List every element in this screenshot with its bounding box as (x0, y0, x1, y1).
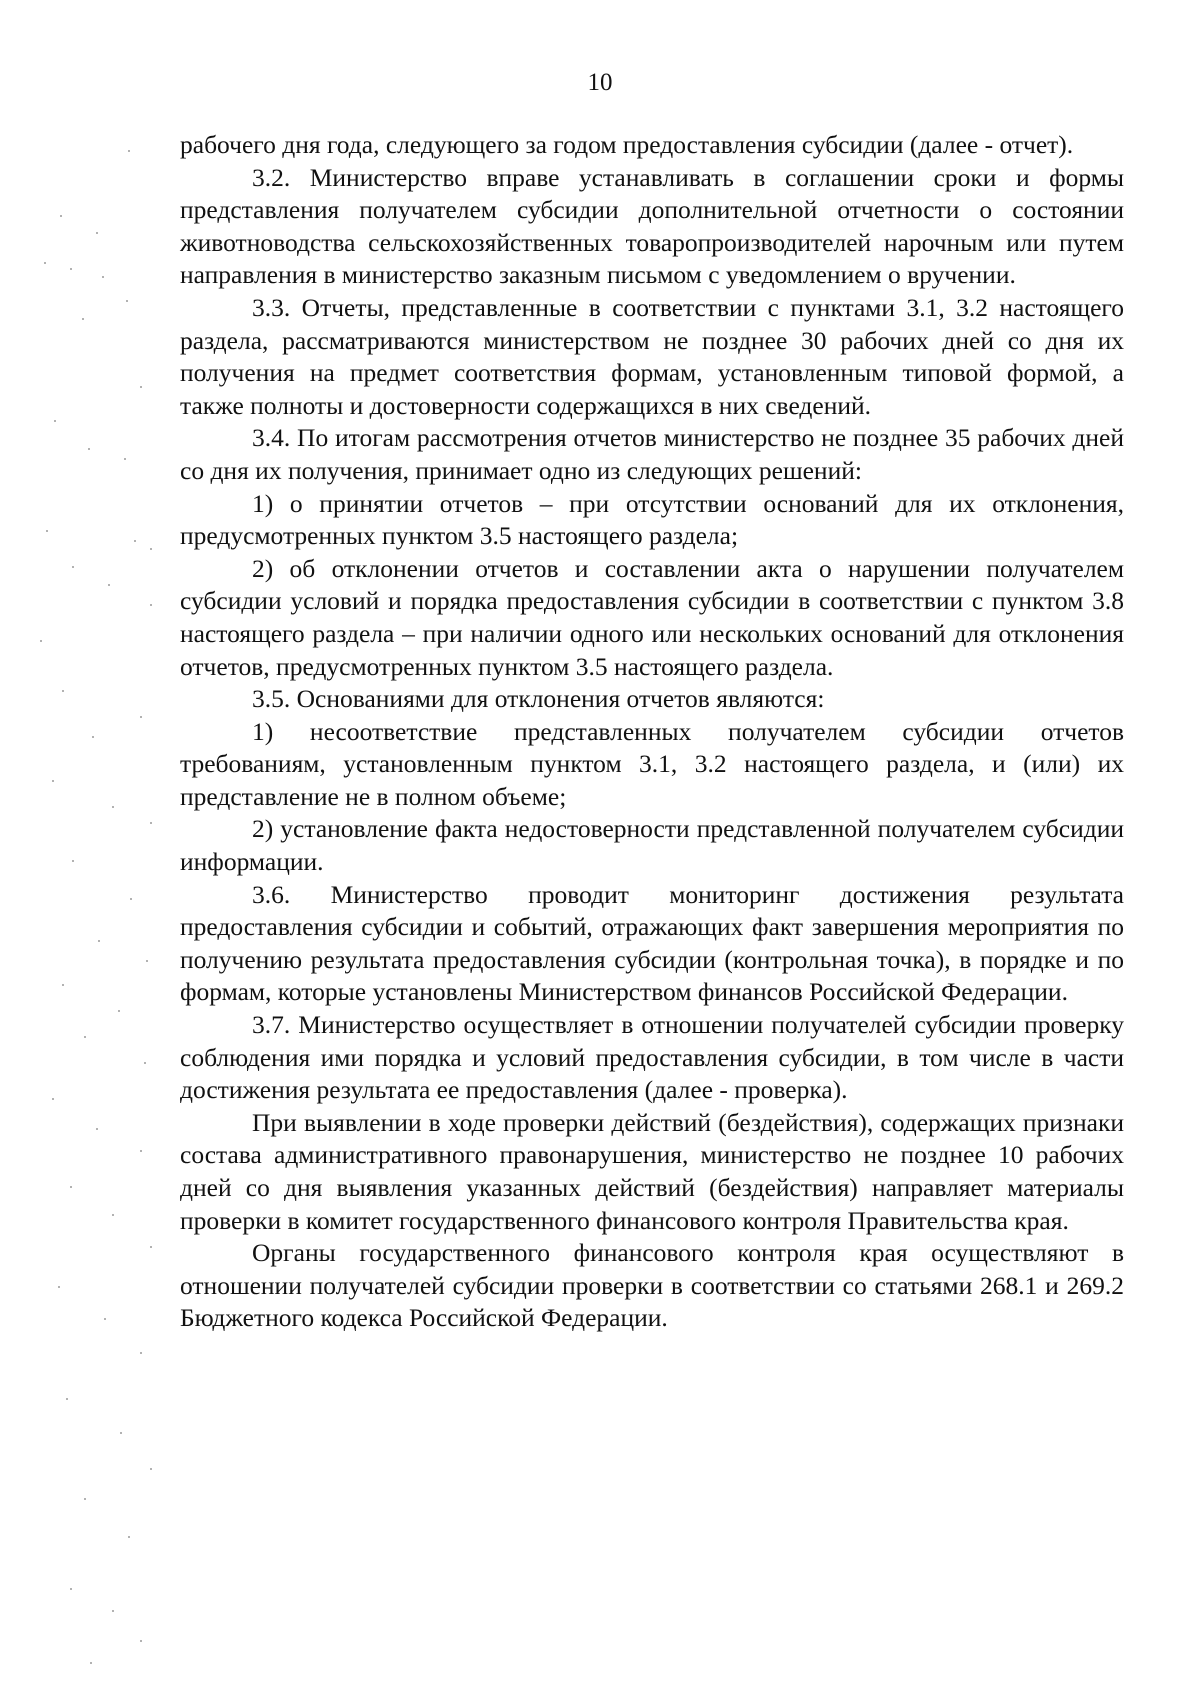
scan-speck (150, 1468, 152, 1470)
scan-speck (144, 1062, 146, 1064)
document-body (180, 129, 1124, 1335)
scan-speck (150, 604, 152, 606)
scan-speck (52, 780, 54, 782)
scan-speck (108, 584, 110, 586)
paragraph-3-7: 3.7. Министерство осуществляет в отношении получателей субсидии проверку соблюдения ими порядка и условий предоставления субсидии, в том числе в части достижения результата ее предоставления (далее - проверка). (180, 1010, 1124, 1105)
scan-speck (90, 1662, 92, 1664)
paragraph-3-2: 3.2. Министерство вправе устанавливать в соглашении сроки и формы представления получателем субсидии дополнительной отчетности о состоянии животноводства сельскохозяйственных товаропроизводителей нарочным или путем направления в министерство заказным письмом с уведомлением о вручении. (180, 162, 1124, 290)
scan-speck (72, 860, 74, 862)
paragraph-3-5: 3.5. Основаниями для отклонения отчетов являются: (252, 684, 825, 714)
paragraph-3-5-item-1: 1) несоответствие представленных получателем субсидии отчетов требованиям, установленным пунктом 3.1, 3.2 настоящего раздела, и (или) их представление не в полном объеме; (180, 716, 1124, 811)
paragraph-3-6: 3.6. Министерство проводит мониторинг достижения результата предоставления субсидии и событий, отражающих факт завершения мероприятия по получению результата предоставления субсидии (контрольная точка), в порядке и по формам, которые установлены Министерством финансов Российской Федерации. (180, 879, 1124, 1007)
scan-speck (118, 1010, 120, 1012)
scan-speck (70, 268, 72, 270)
scan-speck (52, 1098, 54, 1100)
scan-speck (44, 262, 46, 264)
scan-speck (150, 548, 152, 550)
scan-speck (84, 1036, 86, 1038)
paragraph-3-4-item-1: 1) о принятии отчетов – при отсутствии оснований для их отклонения, предусмотренных пунктом 3.5 настоящего раздела; (180, 488, 1124, 551)
scan-speck (112, 806, 114, 808)
paragraph-3-4: 3.4. По итогам рассмотрения отчетов министерство не позднее 35 рабочих дней со дня их получения, принимает одно из следующих решений: (180, 423, 1124, 485)
paragraph-0: рабочего дня года, следующего за годом предоставления субсидии (далее - отчет). (180, 130, 1074, 159)
scan-speck (130, 898, 132, 900)
scan-speck (70, 1186, 72, 1188)
scan-speck (140, 716, 142, 718)
paragraph-3-7-violations: При выявлении в ходе проверки действий (бездействия), содержащих признаки состава административного правонарушения, министерство не позднее 10 рабочих дней со дня выявления указанных действий (бездействия) направляет материалы проверки в комитет государственного финансового контроля Правительства края. (180, 1107, 1124, 1235)
scan-speck (124, 458, 126, 460)
scan-speck (96, 232, 98, 234)
scan-speck (84, 1498, 86, 1500)
scan-speck (150, 822, 152, 824)
scan-speck (58, 1286, 60, 1288)
scan-speck (60, 215, 62, 217)
scan-speck (62, 984, 64, 986)
scan-speck (62, 690, 64, 692)
scan-speck (112, 1214, 114, 1216)
scan-speck (140, 386, 142, 388)
scan-speck (134, 540, 136, 542)
scan-noise (0, 0, 170, 1705)
scan-speck (66, 1398, 68, 1400)
scan-speck (92, 736, 94, 738)
scan-speck (112, 1610, 114, 1612)
scan-speck (102, 276, 104, 278)
scan-speck (128, 150, 130, 152)
scan-speck (54, 420, 56, 422)
paragraph-3-5-item-2: 2) установление факта недостоверности представленной получателем субсидии информации. (180, 814, 1124, 877)
scan-speck (46, 530, 48, 532)
scan-speck (82, 318, 84, 320)
paragraph-3-7-financial-control: Органы государственного финансового контроля края осуществляют в отношении получателей субсидии проверки в соответствии со статьями 268.1 и 269.2 Бюджетного кодекса Российской Федерации. (180, 1238, 1124, 1333)
paragraph-3-4-item-2: 2) об отклонении отчетов и составлении акта о нарушении получателем субсидии условий и порядка предоставления субсидии в соответствии с пунктом 3.8 настоящего раздела – при наличии одного или нескольких оснований для отклонения отчетов, предусмотренных пунктом 3.5 настоящего раздела. (180, 553, 1124, 681)
scan-speck (40, 640, 42, 642)
scan-speck (98, 940, 100, 942)
scan-speck (96, 1128, 98, 1130)
scan-speck (150, 1246, 152, 1248)
scan-speck (140, 1352, 142, 1354)
scan-speck (126, 300, 128, 302)
scan-speck (72, 566, 74, 568)
scan-speck (120, 1432, 122, 1434)
scan-speck (104, 1318, 106, 1320)
scan-speck (88, 448, 90, 450)
scan-speck (140, 1640, 142, 1642)
scan-speck (140, 1150, 142, 1152)
scan-speck (146, 960, 148, 962)
scan-speck (70, 1588, 72, 1590)
scan-speck (128, 1536, 130, 1538)
paragraph-3-3: 3.3. Отчеты, представленные в соответствии с пунктами 3.1, 3.2 настоящего раздела, рассматриваются министерством не позднее 30 рабочих дней со дня их получения на предмет соответствия формам, установленным типовой формой, а также полноты и достоверности содержащихся в них сведений. (180, 292, 1124, 420)
page-number: 10 (587, 69, 613, 96)
